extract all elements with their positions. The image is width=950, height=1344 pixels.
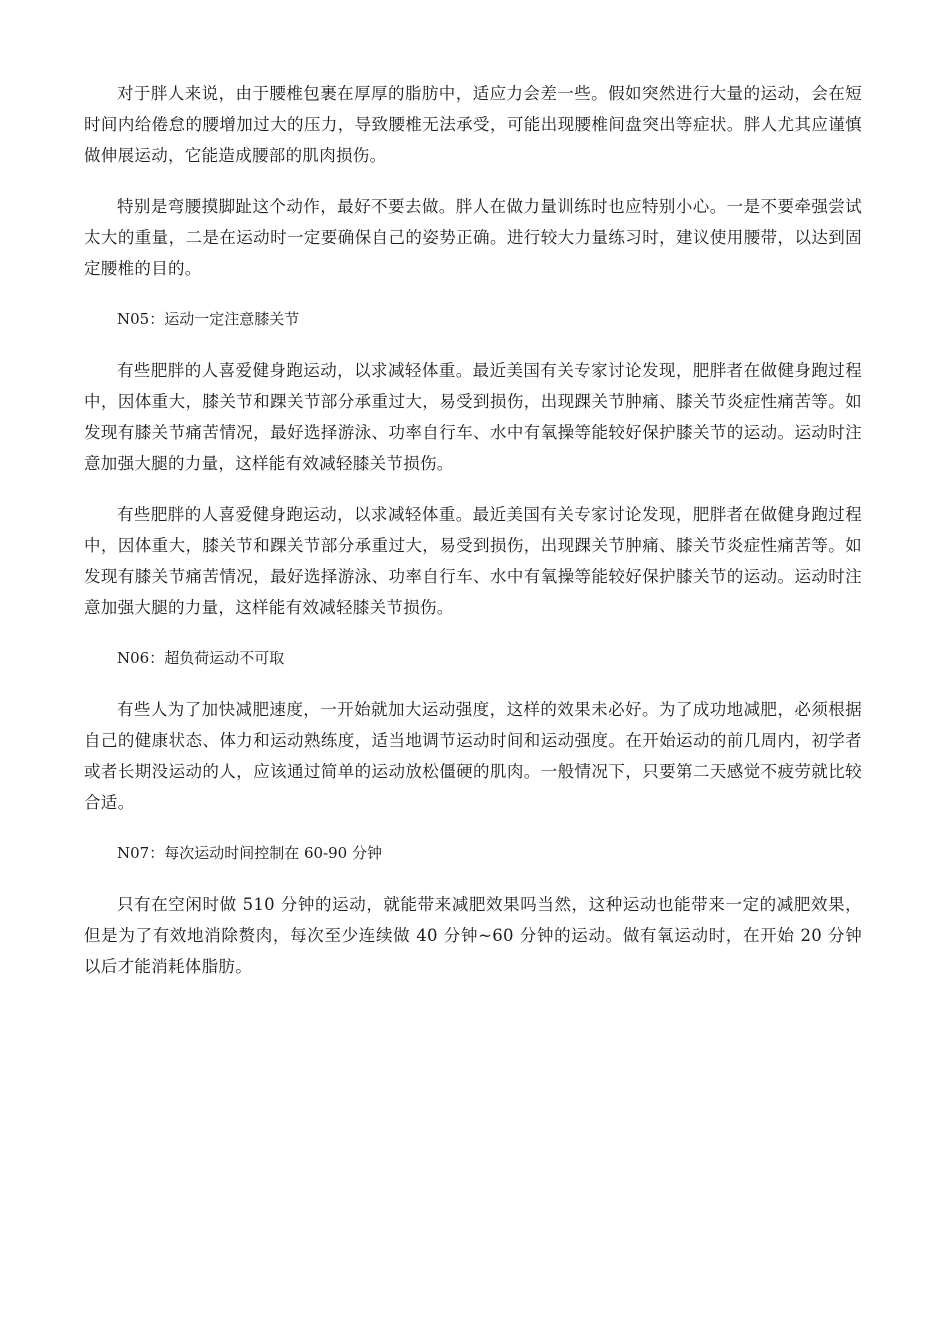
paragraph-knee-joint-2: 有些肥胖的人喜爱健身跑运动，以求减轻体重。最近美国有关专家讨论发现，肥胖者在做健身跑过程中，因体重大，膝关节和踝关节部分承重过大，易受到损伤，出现踝关节肿痛、膝关节炎症性痛苦等。如发现有膝关节痛苦情况，最好选择游泳、功率自行车、水中有氧操等能较好保护膝关节的运动。运动时注意加强大腿的力量，这样能有效减轻膝关节损伤。 — [84, 505, 862, 617]
paragraph-bending-toe-touch: 特别是弯腰摸脚趾这个动作，最好不要去做。胖人在做力量训练时也应特别小心。一是不要牵强尝试太大的重量，二是在运动时一定要确保自己的姿势正确。进行较大力量练习时，建议使用腰带，以达到固定腰椎的目的。 — [84, 197, 862, 278]
section-heading-n07: N07：每次运动时间控制在 60-90 分钟 — [117, 844, 382, 862]
document-page — [84, 78, 862, 1002]
paragraph-obese-lumbar: 对于胖人来说，由于腰椎包裹在厚厚的脂肪中，适应力会差一些。假如突然进行大量的运动，会在短时间内给倦怠的腰增加过大的压力，导致腰椎无法承受，可能出现腰椎间盘突出等症状。胖人尤其应谨慎做伸展运动，它能造成腰部的肌肉损伤。 — [84, 84, 862, 165]
paragraph-overload-exercise: 有些人为了加快减肥速度，一开始就加大运动强度，这样的效果未必好。为了成功地减肥，必须根据自己的健康状态、体力和运动熟练度，适当地调节运动时间和运动强度。在开始运动的前几周内，初学者或者长期没运动的人，应该通过简单的运动放松僵硬的肌肉。一般情况下，只要第二天感觉不疲劳就比较合适。 — [84, 700, 862, 812]
paragraph-knee-joint-1: 有些肥胖的人喜爱健身跑运动，以求减轻体重。最近美国有关专家讨论发现，肥胖者在做健身跑过程中，因体重大，膝关节和踝关节部分承重过大，易受到损伤，出现踝关节肿痛、膝关节炎症性痛苦等。如发现有膝关节痛苦情况，最好选择游泳、功率自行车、水中有氧操等能较好保护膝关节的运动。运动时注意加强大腿的力量，这样能有效减轻膝关节损伤。 — [84, 361, 862, 473]
section-heading-n06: N06：超负荷运动不可取 — [117, 649, 285, 667]
paragraph-exercise-duration: 只有在空闲时做 510 分钟的运动，就能带来减肥效果吗当然，这种运动也能带来一定的减肥效果，但是为了有效地消除赘肉，每次至少连续做 40 分钟~60 分钟的运动。做有氧运动时，在开始 20 分钟以后才能消耗体脂肪。 — [84, 895, 862, 976]
section-heading-n05: N05：运动一定注意膝关节 — [117, 310, 300, 328]
